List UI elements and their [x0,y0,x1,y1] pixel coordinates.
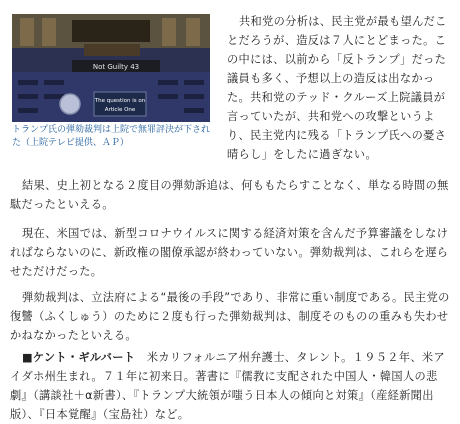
right-column-paragraph [227,12,451,164]
paragraph-budget-text: 現在、米国では、新型コロナウイルスに関する経済対策を含んだ予算審議をしなければならないのに、新政権の閣僚承認が終わっていない。弾劾裁判は、これらを遅らせただけだった。 [10,227,449,278]
senate-photo [12,14,210,122]
paragraph-result [10,176,450,214]
paragraph-budget [10,224,450,281]
author-name: ■ケント・ギルバート [22,351,136,364]
screen-text-line2: Article One [104,107,136,113]
photo-caption: トランプ氏の弾劾裁判は上院で無罪評決が下された（上院テレビ提供、ＡＰ） [12,125,211,148]
paragraph-impeachment-text: 弾劾裁判は、立法府による“最後の手段”であり、非常に重い制度である。民主党の復讐（ふくしゅう）のために２度も行った弾劾裁判は、制度そのものの重みも失わせかねなかったといえる。 [10,291,450,342]
author-bio [10,348,450,424]
right-column-text: 共和党の分析は、民主党が最も望んだことだろうが、造反は７人にとどまった。この中には、以前から「反トランプ」だった議員も多く、予想以上の造反は出なかった。共和党のテッド・クルーズ上院議員が言っていたが、共和党への攻撃というより、民主党内に残る「トランプ氏への憂さ晴らし」をしたに過ぎない。 [227,15,447,161]
screen-text-line1: The question is on [94,98,146,104]
paragraph-impeachment [10,288,450,345]
vote-banner-text: Not Guilty 43 [92,63,140,71]
author-bio-text: 米カリフォルニア州弁護士、タレント。１９５２年、米アイダホ州生まれ。７１年に初来日。著書に『儒教に支配された中国人・韓国人の悲劇』（講談社＋α新書）、『トランプ大統領が嗤う日本人の傾向と対策』（産経新聞出版）、『日本覚醒』（宝島社）など。 [10,351,445,421]
paragraph-result-text: 結果、史上初となる２度目の弾劾訴追は、何ももたらすことなく、単なる時間の無駄だったといえる。 [10,179,449,211]
senate-chamber-image [12,14,210,122]
